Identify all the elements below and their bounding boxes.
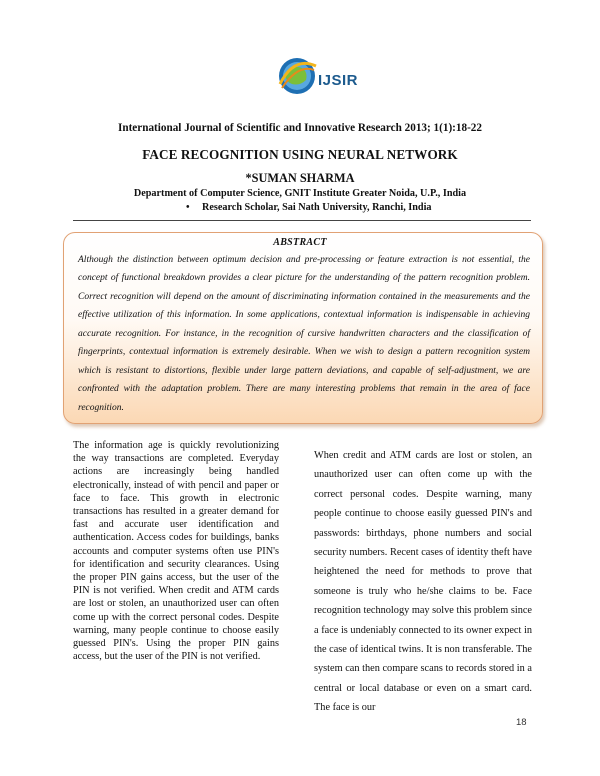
header-divider: [73, 220, 531, 221]
abstract-heading: ABSTRACT: [273, 237, 327, 248]
paper-title: FACE RECOGNITION USING NEURAL NETWORK: [142, 147, 458, 162]
bullet-icon: •: [186, 202, 190, 213]
logo-text: IJSIR: [318, 72, 359, 89]
abstract-text: Although the distinction between optimum decision and pre-processing or feature extraction is not essential, the concept of functional breakdown provides a clear picture for the understanding of the pattern recognition problem. Correct recognition will depend on the amount of discriminating information contained in the measurements and the effective utilization of this information. In some applications, contextual information is indispensable in achieving accurate recognition. For instance, in the recognition of cursive handwritten characters and the classification of fingerprints, contextual information is extremely desirable. When we wish to design a pattern recognition system which is resistant to distortions, flexible under large pattern deviations, and capable of self-adjustment, we are confronted with the adaptation problem. There are many interesting problems that remain in the area of face recognition.: [78, 255, 530, 413]
body-left-column: The information age is quickly revolutionizing the way transactions are completed. Everyday actions are increasingly being handled electronically, instead of with pencil and paper or face to face. This growth in electronic transactions has resulted in a greater demand for fast and accurate user identification and authentication. Access codes for buildings, banks accounts and computer systems often use PIN's for identification and security clearances. Using the proper PIN gains access, but the user of the PIN is not verified. When credit and ATM cards are lost or stolen, an unauthorized user can often come up with the correct personal codes. Despite warning, many people continue to choose easily guessed PIN's. Using the proper PIN gains access, but the user of the PIN is not verified.: [73, 440, 279, 663]
journal-citation: International Journal of Scientific and Innovative Research 2013; 1(1):18-22: [118, 122, 482, 134]
author-name: *SUMAN SHARMA: [245, 171, 355, 185]
page-number: 18: [516, 717, 527, 728]
affiliation-research: [186, 202, 432, 213]
body-right-column: When credit and ATM cards are lost or stolen, an unauthorized user can often come up with the correct personal codes. Despite warning, many people continue to choose easily guessed PIN's and passwords: birthdays, phone numbers and social security numbers. Recent cases of identity theft have heightened the need for methods to prove that someone is truly who he/she claims to be. Face recognition technology may solve this problem since a face is undeniably connected to its owner expect in the case of identical twins. It is non transferable. The system can then compare scans to records stored in a central or local database or even on a smart card. The face is our: [314, 450, 532, 714]
affiliation-research-text: Research Scholar, Sai Nath University, Ranchi, India: [202, 202, 432, 213]
affiliation-department: Department of Computer Science, GNIT Institute Greater Noida, U.P., India: [133, 188, 467, 199]
